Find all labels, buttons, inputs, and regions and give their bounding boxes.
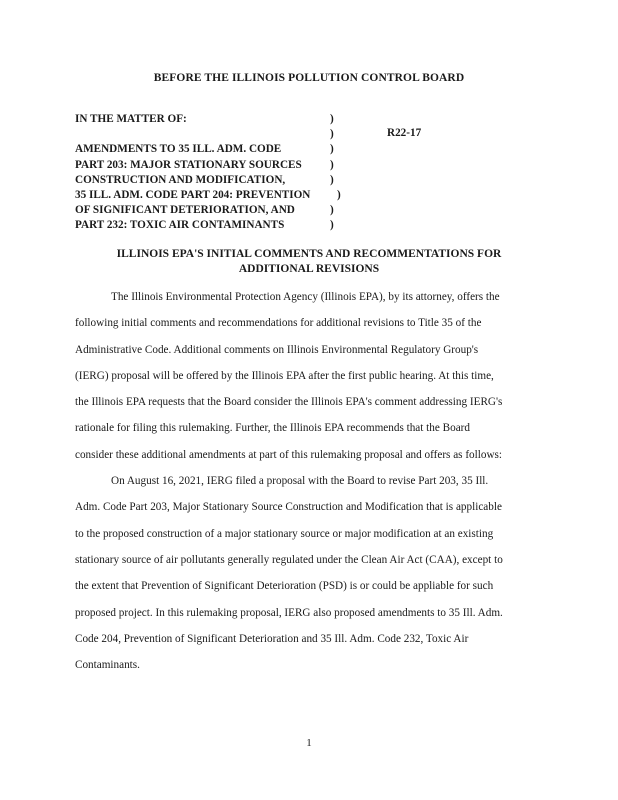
heading-line-2: ADDITIONAL REVISIONS [238, 263, 380, 275]
paragraph-1-line: rationale for filing this rulemaking. Further, the Illinois EPA recommends that the Board [75, 422, 470, 435]
caption-paren: ) [330, 158, 334, 171]
heading-line-1: ILLINOIS EPA'S INITIAL COMMENTS AND RECOMMENTATIONS FOR [116, 248, 502, 260]
paragraph-2-line: stationary source of air pollutants generally regulated under the Clean Air Act (CAA), except to [75, 553, 503, 566]
paragraph-2-line: On August 16, 2021, IERG filed a proposal with the Board to revise Part 203, 35 Ill. [111, 475, 489, 488]
paragraph-1-line: following initial comments and recommendations for additional revisions to Title 35 of the [75, 317, 482, 330]
board-title: BEFORE THE ILLINOIS POLLUTION CONTROL BOARD [153, 72, 465, 84]
caption-paren: ) [330, 173, 334, 186]
paragraph-1-line: the Illinois EPA requests that the Board consider the Illinois EPA's comment addressing IERG's [75, 396, 503, 409]
caption-line: CONSTRUCTION AND MODIFICATION, [75, 173, 286, 186]
paragraph-2-line: the extent that Prevention of Significant Deterioration (PSD) is or could be appliable for such [75, 580, 494, 593]
body-text [75, 284, 545, 678]
caption-line: 35 ILL. ADM. CODE PART 204: PREVENTION [75, 188, 311, 201]
paragraph-2-line: Adm. Code Part 203, Major Stationary Source Construction and Modification that is applicable [75, 501, 502, 514]
caption-line: AMENDMENTS TO 35 ILL. ADM. CODE [75, 143, 282, 156]
caption-paren: ) [330, 143, 334, 156]
caption-line: OF SIGNIFICANT DETERIORATION, AND [75, 204, 295, 217]
caption-line: PART 232: TOXIC AIR CONTAMINANTS [75, 219, 285, 232]
caption-paren: ) [330, 128, 334, 141]
caption-line: IN THE MATTER OF: [75, 113, 187, 125]
caption-paren: ) [337, 188, 341, 201]
paragraph-1-line: The Illinois Environmental Protection Agency (Illinois EPA), by its attorney, offers the [111, 291, 500, 303]
paragraph-1-line: (IERG) proposal will be offered by the Illinois EPA after the first public hearing. At this time, [75, 369, 494, 382]
caption-line: PART 203: MAJOR STATIONARY SOURCES [75, 158, 302, 171]
document-heading [0, 247, 618, 277]
paragraph-1-line: consider these additional amendments at part of this rulemaking proposal and offers as follows: [75, 448, 502, 461]
paragraph-2-line: Code 204, Prevention of Significant Deterioration and 35 Ill. Adm. Code 232, Toxic Air [75, 632, 469, 645]
caption-paren: ) [330, 219, 334, 232]
caption-paren: ) [330, 204, 334, 217]
docket-number: R22-17 [387, 127, 422, 139]
paragraph-1-line: Administrative Code. Additional comments on Illinois Environmental Regulatory Group's [75, 343, 479, 356]
paragraph-2-line: to the proposed construction of a major stationary source or major modification at an existing [75, 527, 494, 540]
page-number: 1 [306, 737, 312, 749]
paragraph-2-line: proposed project. In this rulemaking proposal, IERG also proposed amendments to 35 Ill. Adm. [75, 606, 503, 619]
caption-paren: ) [330, 113, 334, 125]
paragraph-2-line: Contaminants. [75, 659, 140, 672]
